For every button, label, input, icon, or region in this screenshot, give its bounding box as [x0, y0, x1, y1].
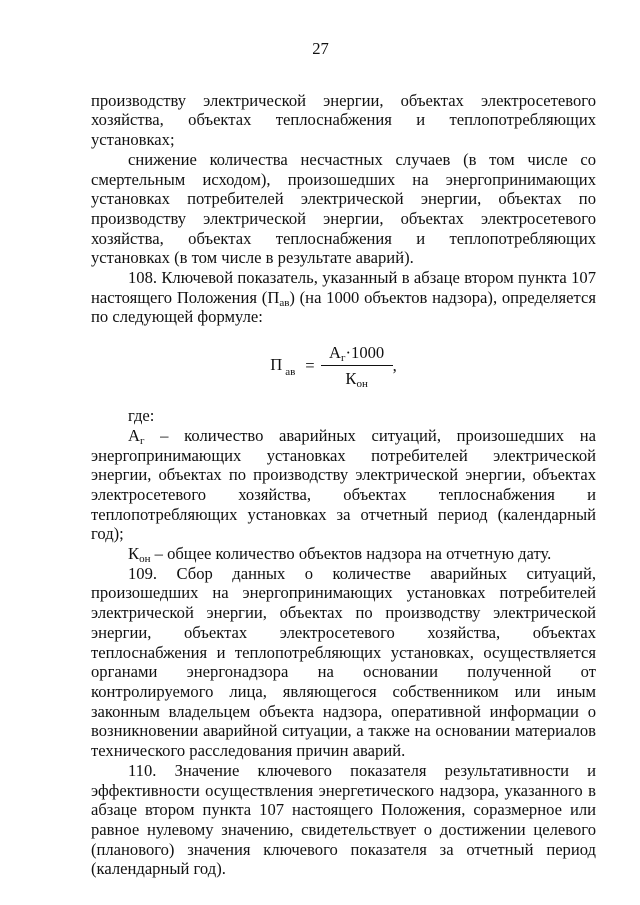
where-label: где:: [128, 406, 155, 426]
formula-fraction: [321, 343, 393, 391]
paragraph-110: 110. Значение ключевого показателя результативности и эффективности осуществления энергетического надзора, указанного в абзаце втором пункта 107 настоящего Положения, соразмерное или равное нулевому значению, свидетельствует о достижении целевого (планового) значения ключевого показателя за отчетный период (календарный год).: [91, 760, 596, 879]
definition-a: [91, 426, 596, 544]
formula-lhs-symbol: П: [270, 354, 283, 374]
definition-k-text: – общее количество объектов надзора на отчетную дату.: [150, 544, 552, 564]
formula-lhs-subscript: ав: [285, 365, 296, 378]
definition-a-text: – количество аварийных ситуаций, произошедших на энергопринимающих установках потребителей электрической энергии, объектах по производству электрической энергии, объектах электросетевого хозяйства, объектах теплоснабжения и теплопотребляющих установках за отчетный период (календарный год);: [91, 425, 596, 544]
paragraph-108-end: ) (на 1000 объектов надзора), определяется по следующей формуле:: [91, 287, 596, 327]
page-number: 27: [312, 39, 329, 58]
denominator-symbol: К: [345, 369, 357, 389]
numerator-rest: ·1000: [345, 343, 385, 363]
formula: [81, 338, 586, 394]
definition-a-subscript: г: [139, 434, 145, 447]
definition-k: [91, 544, 596, 564]
formula-numerator: [325, 343, 388, 365]
paragraph-109: 109. Сбор данных о количестве аварийных ситуаций, произошедших на энергопринимающих установках потребителей электрической энергии, объектах по производству электрической энергии, объектах электросетевого хозяйства, объектах теплоснабжения и теплопотребляющих установках, осуществляется органами энергонадзора на основании полученной от контролируемого лица, являющегося собственником или иным законным владельцем объекта надзора, оперативной информации о возникновении аварийной ситуации, а также на основании материалов технического расследования причин аварий.: [91, 563, 596, 761]
paragraph-continuation: производству электрической энергии, объектах электросетевого хозяйства, объектах теплоснабжения и теплопотребляющих установках;: [91, 90, 596, 150]
formula-trailing-comma: ,: [392, 356, 397, 376]
definition-k-symbol: К: [128, 544, 140, 564]
definition-a-symbol: А: [128, 425, 140, 445]
definition-k-subscript: он: [139, 553, 151, 566]
denominator-subscript: он: [356, 378, 368, 391]
numerator-symbol: А: [329, 343, 341, 363]
numerator-subscript: г: [341, 352, 346, 365]
paragraph-accidents: снижение количества несчастных случаев (в том числе со смертельным исходом), произошедших на энергопринимающих установках потребителей электрической энергии, объектах по производству электрической энергии, объектах электросетевого хозяйства, объектах теплоснабжения и теплопотребляющих установках (в том числе в результате аварий).: [91, 149, 596, 268]
paragraph-108: [91, 268, 596, 327]
paragraph-108-sub: ав: [279, 296, 290, 309]
formula-lhs: [270, 355, 295, 378]
formula-equals: =: [305, 356, 315, 376]
formula-denominator: [345, 366, 367, 389]
paragraph-108-start: 108. Ключевой показатель, указанный в абзаце втором пункта 107 настоящего Положения (П: [91, 268, 596, 307]
